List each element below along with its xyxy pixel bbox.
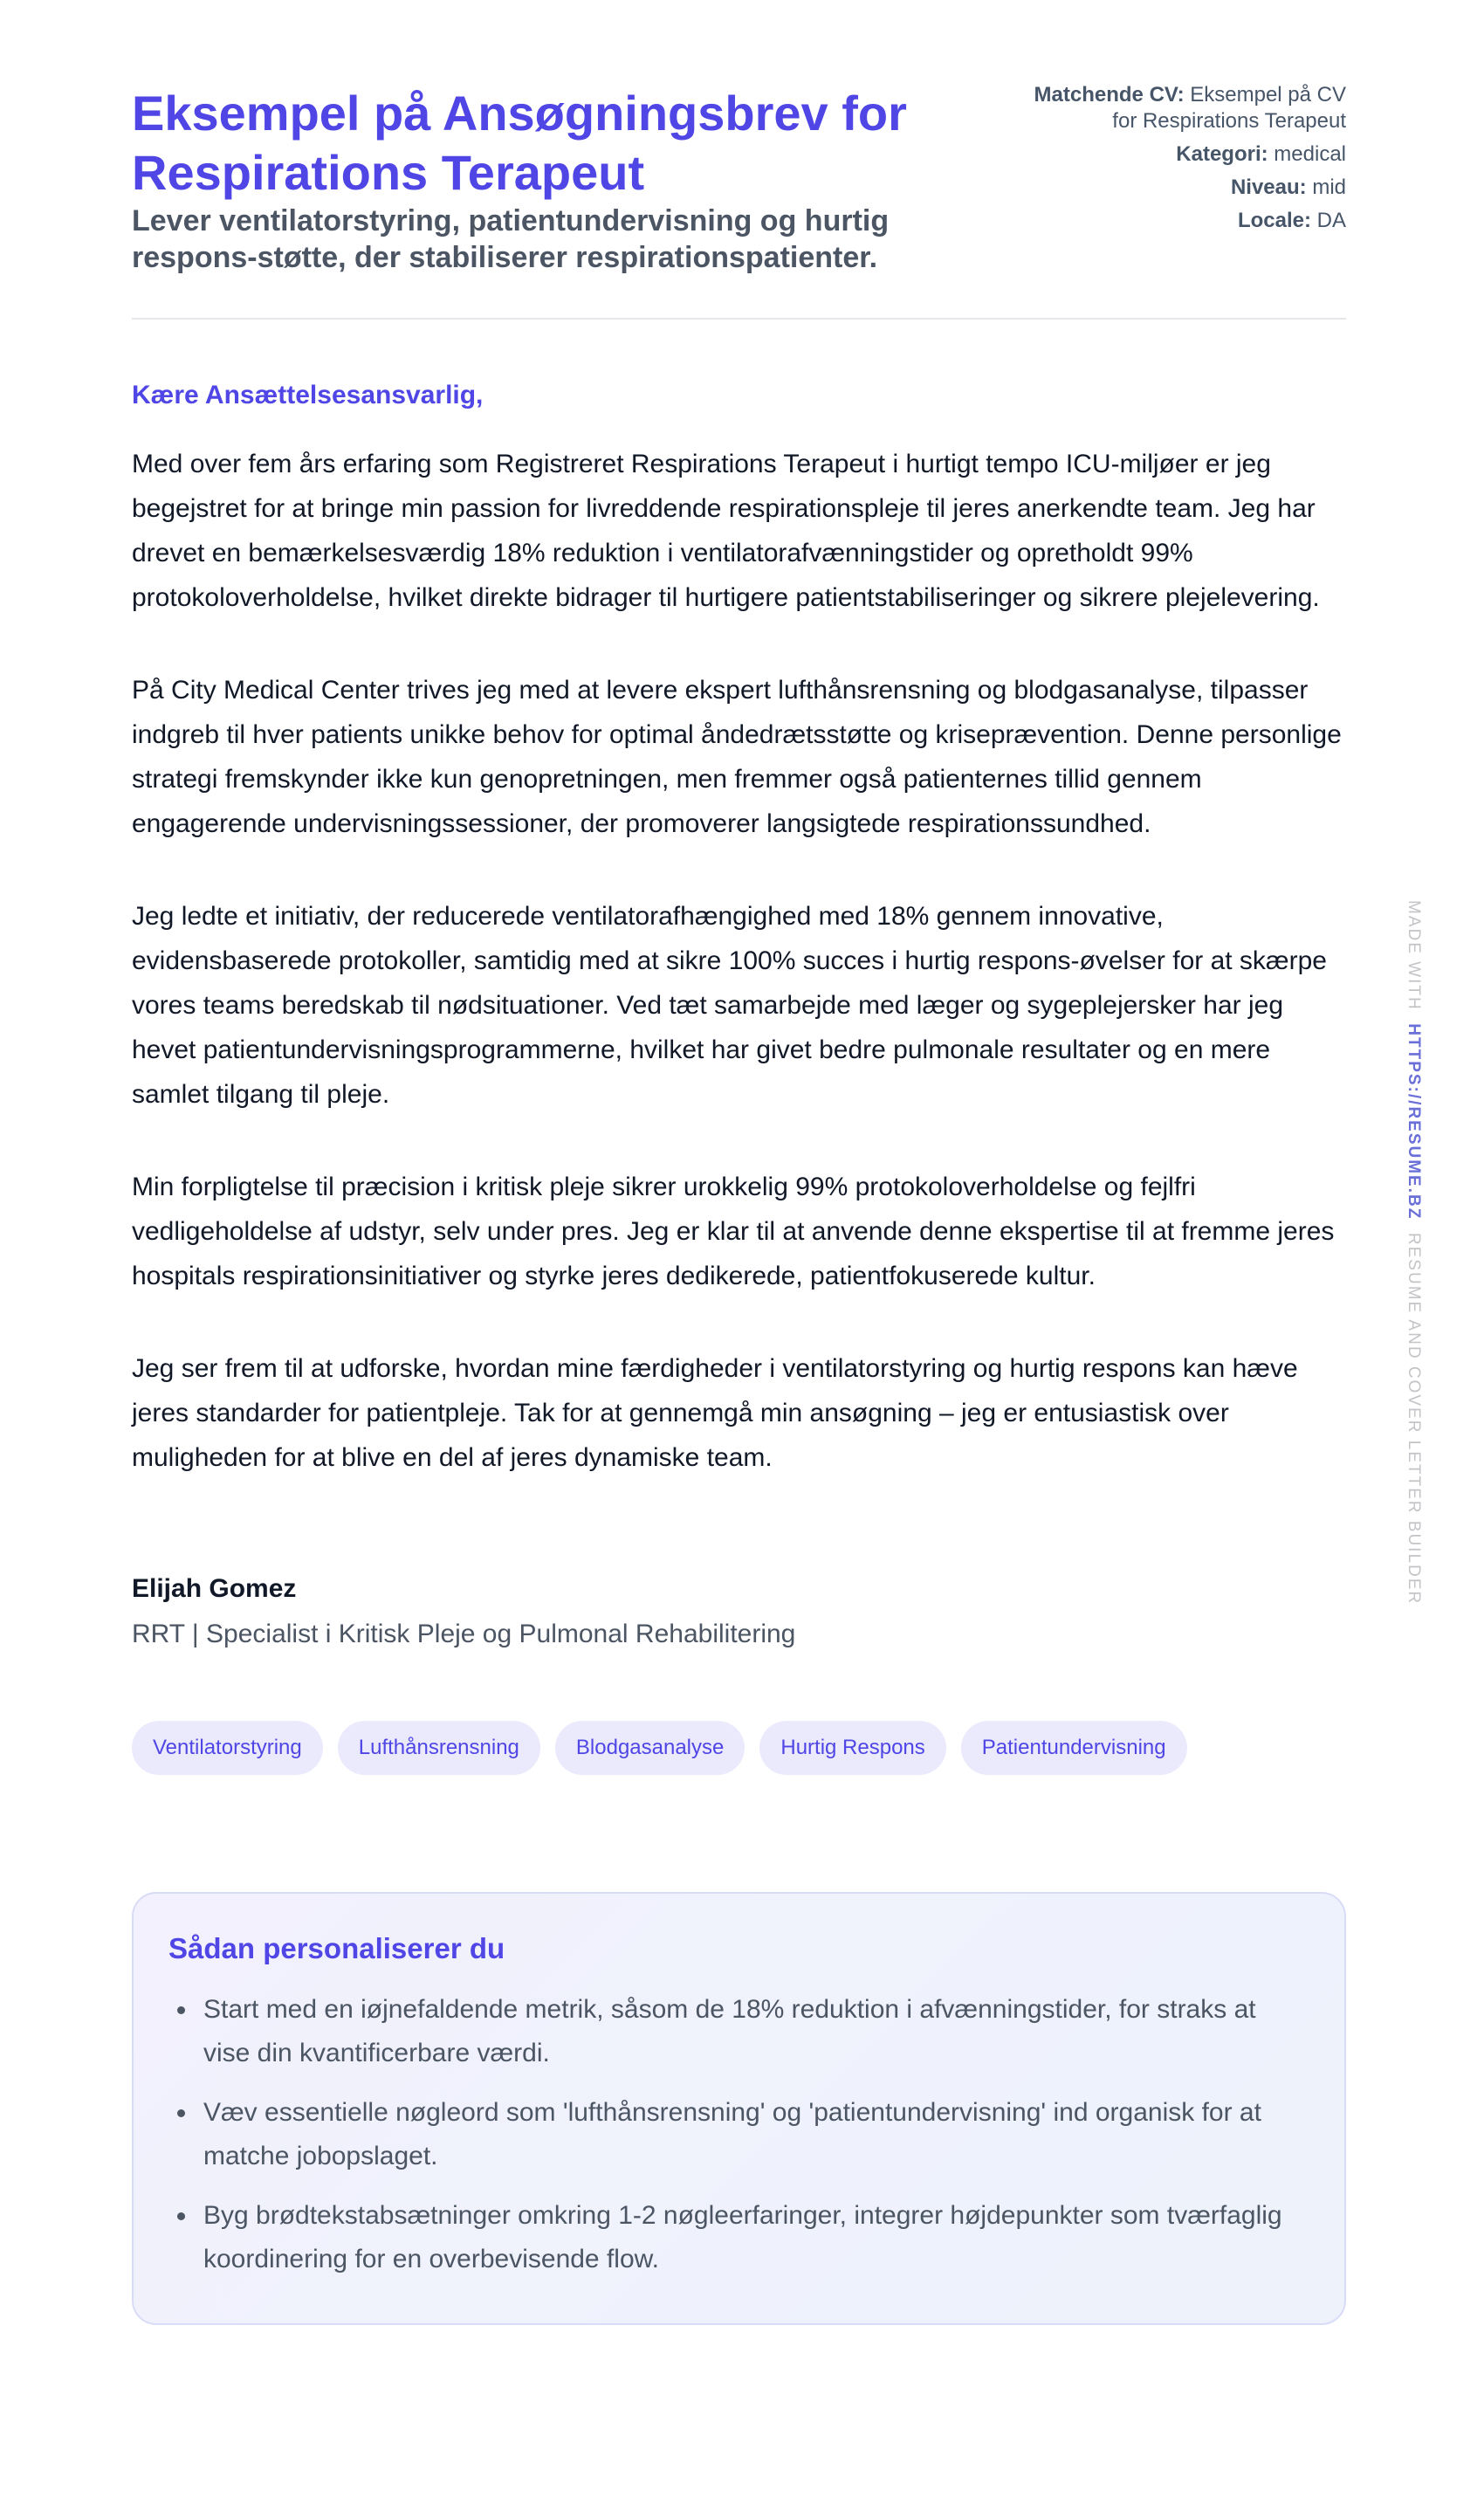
letter-paragraph: Med over fem års erfaring som Registreret Respirations Terapeut i hurtigt tempo ICU-miljøer er jeg begejstret for at bringe min passion for livreddende respirationspleje til jeres anerkendte team. Jeg har drevet en bemærkelsesværdig 18% reduktion i ventilatorafvænningstider og opretholdt 99% protokoloverholdelse, hvilket direkte bidrager til hurtigere patientstabiliseringer og sikrere plejelevering. xyxy=(132,450,1320,612)
skill-tag: Lufthånsrensning xyxy=(338,1721,540,1775)
meta-label: Niveau: xyxy=(1230,175,1307,199)
meta-value: DA xyxy=(1316,209,1346,232)
letter-paragraph: Jeg ser frem til at udforske, hvordan mine færdigheder i ventilatorstyring og hurtig respons kan hæve jeres standarder for patientpleje. Tak for at gennemgå min ansøgning – jeg er entusiastisk over muligheden for at blive en del af jeres dynamiske team. xyxy=(132,1354,1298,1472)
meta-value: medical xyxy=(1274,142,1346,166)
personalization-tips xyxy=(132,1892,1346,2325)
page-title: Eksempel på Ansøgningsbrev for Respirations Terapeut xyxy=(132,86,907,200)
tip-item: • Start med en iøjnefaldende metrik, såsom de 18% reduktion i afvænningstider, for straks at vise din kvantificerbare værdi. xyxy=(198,1988,1309,2075)
page-subtitle: Lever ventilatorstyring, patientundervisning og hurtig respons-støtte, der stabiliserer respirationspatienter. xyxy=(132,204,890,274)
skill-tags xyxy=(132,1721,1346,1775)
meta-value: mid xyxy=(1312,175,1346,199)
watermark-prefix: MADE WITH xyxy=(1405,900,1423,1011)
letter-paragraph: På City Medical Center trives jeg med at levere ekspert lufthånsrensning og blodgasanalyse, tilpasser indgreb til hver patients unikke behov for optimal åndedrætsstøtte og kriseprævention. Denne personlige strategi fremskynder ikke kun genopretningen, men fremmer også patienternes tillid gennem engagerende undervisningssessioner, der promoverer langsigtede respirationssundhed. xyxy=(132,676,1342,838)
watermark xyxy=(1404,900,1423,1605)
watermark-suffix: RESUME AND COVER LETTER BUILDER xyxy=(1405,1232,1423,1606)
letter-header xyxy=(132,0,1346,320)
watermark-link[interactable]: HTTPS://RESUME.BZ xyxy=(1405,1023,1423,1221)
cover-letter-page xyxy=(132,0,1346,2325)
tip-item: • Byg brødtekstabsætninger omkring 1-2 nøgleerfaringer, integrer højdepunkter som tværfaglig koordinering for en overbevisende flow. xyxy=(198,2194,1309,2281)
signature-title: RRT | Specialist i Kritisk Pleje og Pulmonal Rehabilitering xyxy=(132,1620,796,1648)
salutation: Kære Ansættelsesansvarlig, xyxy=(132,381,484,409)
meta-label: Matchende CV: xyxy=(1034,83,1185,107)
meta-info xyxy=(1014,82,1346,241)
tips-heading: Sådan personaliserer du xyxy=(168,1932,505,1964)
meta-matching-cv xyxy=(1014,82,1346,134)
meta-level xyxy=(1014,175,1346,201)
meta-label: Kategori: xyxy=(1176,142,1268,166)
skill-tag: Blodgasanalyse xyxy=(555,1721,745,1775)
meta-category xyxy=(1014,141,1346,168)
meta-value: Eksempel på CV for Respirations Terapeut xyxy=(1112,83,1346,133)
letter-paragraph: Jeg ledte et initiativ, der reducerede ventilatorafhængighed med 18% gennem innovative, evidensbaserede protokoller, samtidig med at sikre 100% succes i hurtig respons-øvelser for at skærpe vores teams beredskab til nødsituationer. Ved tæt samarbejde med læger og sygeplejersker har jeg hevet patientundervisningsprogrammerne, hvilket har givet bedre pulmonale resultater og en mere samlet tilgang til pleje. xyxy=(132,902,1327,1109)
skill-tag: Hurtig Respons xyxy=(759,1721,945,1775)
meta-locale xyxy=(1014,208,1346,234)
meta-label: Locale: xyxy=(1237,209,1311,232)
skill-tag: Patientundervisning xyxy=(961,1721,1187,1775)
signature-name: Elijah Gomez xyxy=(132,1574,297,1603)
letter-paragraph: Min forpligtelse til præcision i kritisk pleje sikrer urokkelig 99% protokoloverholdelse og fejlfri vedligeholdelse af udstyr, selv under pres. Jeg er klar til at anvende denne ekspertise til at fremme jeres hospitals respirationsinitiativer og styrke jeres dedikerede, patientfokuserede kultur. xyxy=(132,1173,1335,1290)
skill-tag: Ventilatorstyring xyxy=(132,1721,323,1775)
tips-list xyxy=(168,1988,1309,2281)
tip-item: • Væv essentielle nøgleord som 'lufthånsrensning' og 'patientundervisning' ind organisk for at matche jobopslaget. xyxy=(198,2091,1309,2178)
